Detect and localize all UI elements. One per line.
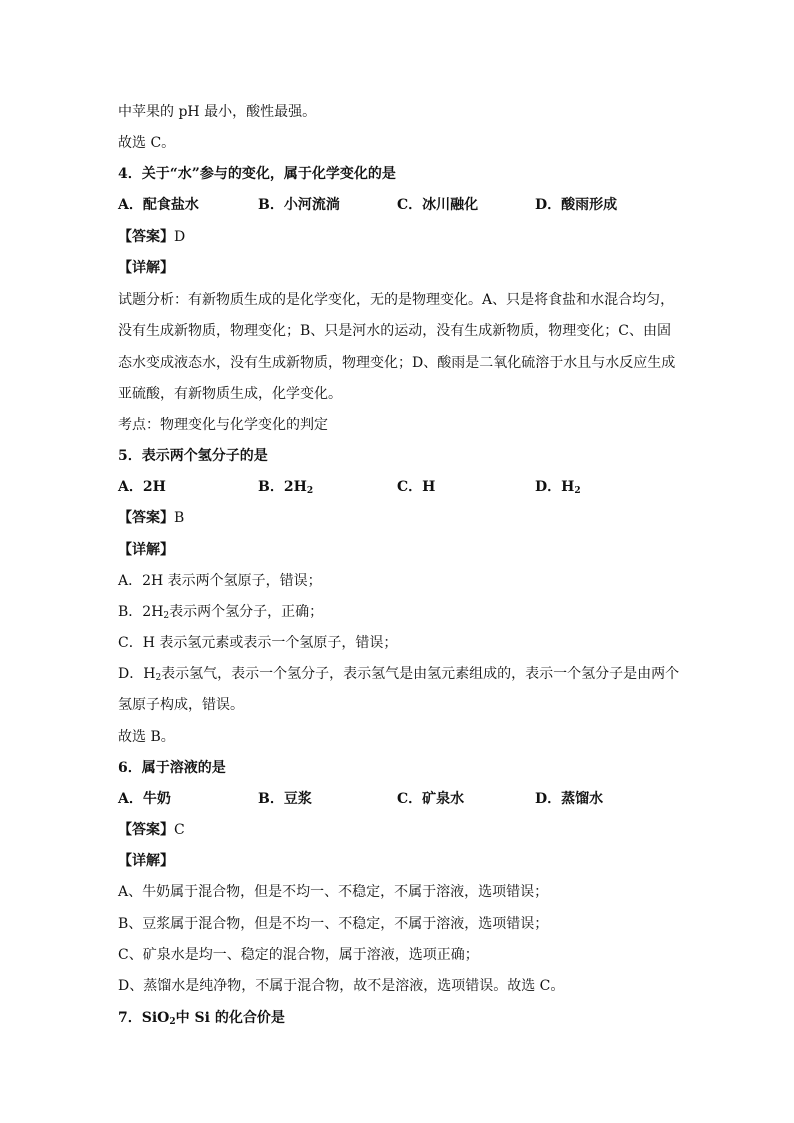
question-4-answer — [118, 227, 185, 247]
question-6-option-d: D．蒸馏水 — [535, 791, 604, 807]
text-line: 故选 B。 — [118, 729, 175, 745]
question-4-title: 4．关于“水”参与的变化，属于化学变化的是 — [118, 166, 396, 182]
text-segment: 7．SiO — [118, 1010, 170, 1026]
question-5-title: 5．表示两个氢分子的是 — [118, 448, 268, 464]
answer-value: C — [174, 822, 185, 838]
text-line: 考点：物理变化与化学变化的判定 — [118, 417, 328, 433]
text-line: 故选 C。 — [118, 135, 176, 151]
question-7-title — [118, 1008, 285, 1028]
subscript: 2 — [163, 611, 170, 621]
question-4-option-d: D．酸雨形成 — [535, 197, 618, 213]
question-4-option-b: B．小河流淌 — [258, 197, 340, 213]
text-segment: 表示氢气，表示一个氢分子，表示氢气是由氢元素组成的，表示一个氢分子是由两个 — [161, 666, 680, 682]
subscript: 2 — [169, 1017, 176, 1027]
option-text: B．2H — [258, 479, 307, 495]
question-5-option-b — [258, 477, 313, 497]
text-line: 没有生成新物质，物理变化；B、只是河水的运动，没有生成新物质，物理变化；C、由固 — [118, 323, 671, 339]
question-4-option-a: A．配食盐水 — [118, 197, 199, 213]
question-5-option-a: A．2H — [118, 479, 166, 495]
question-5-detail-label: 【详解】 — [118, 542, 174, 558]
question-6-title: 6．属于溶液的是 — [118, 760, 226, 776]
question-4-option-c: C．冰川融化 — [397, 197, 479, 213]
text-line: D、蒸馏水是纯净物，不属于混合物，故不是溶液，选项错误。故选 C。 — [118, 978, 565, 994]
text-segment: 表示两个氢分子，正确； — [169, 604, 324, 620]
text-line: A、牛奶属于混合物，但是不均一、不稳定，不属于溶液，选项错误； — [118, 884, 549, 900]
subscript: 2 — [155, 673, 162, 683]
question-5-option-d — [535, 477, 581, 497]
answer-value: D — [174, 229, 186, 245]
text-segment: 中 Si 的化合价是 — [175, 1010, 285, 1026]
text-line: 中苹果的 pH 最小，酸性最强。 — [118, 104, 317, 120]
answer-label: 【答案】 — [118, 510, 174, 526]
text-line: 态水变成液态水，没有生成新物质，物理变化；D、酸雨是二氧化硫溶于水且与水反应生成 — [118, 355, 676, 371]
text-line — [118, 602, 323, 622]
text-line — [118, 664, 679, 684]
question-5-option-c: C．H — [397, 479, 436, 495]
subscript: 2 — [306, 486, 314, 496]
text-line: 亚硫酸，有新物质生成，化学变化。 — [118, 386, 342, 402]
text-line: C、矿泉水是均一、稳定的混合物，属于溶液，选项正确； — [118, 947, 479, 963]
answer-value: B — [174, 510, 185, 526]
question-5-answer — [118, 508, 184, 528]
text-line: B、豆浆属于混合物，但是不均一、不稳定，不属于溶液，选项错误； — [118, 916, 549, 932]
text-line: 试题分析：有新物质生成的是化学变化，无的是物理变化。A、只是将食盐和水混合均匀， — [118, 292, 675, 308]
question-6-option-b: B．豆浆 — [258, 791, 312, 807]
text-line: C．H 表示氢元素或表示一个氢原子，错误； — [118, 635, 398, 651]
text-segment: D．H — [118, 666, 156, 682]
question-6-option-c: C．矿泉水 — [397, 791, 465, 807]
option-text: D．H — [535, 479, 575, 495]
question-6-option-a: A．牛奶 — [118, 791, 171, 807]
question-4-detail-label: 【详解】 — [118, 260, 174, 276]
answer-label: 【答案】 — [118, 229, 174, 245]
text-line: 氢原子构成，错误。 — [118, 697, 244, 713]
question-6-answer — [118, 820, 185, 840]
text-line: A．2H 表示两个氢原子，错误； — [118, 573, 322, 589]
question-6-detail-label: 【详解】 — [118, 853, 174, 869]
answer-label: 【答案】 — [118, 822, 174, 838]
subscript: 2 — [574, 486, 581, 496]
text-segment: B．2H — [118, 604, 164, 620]
